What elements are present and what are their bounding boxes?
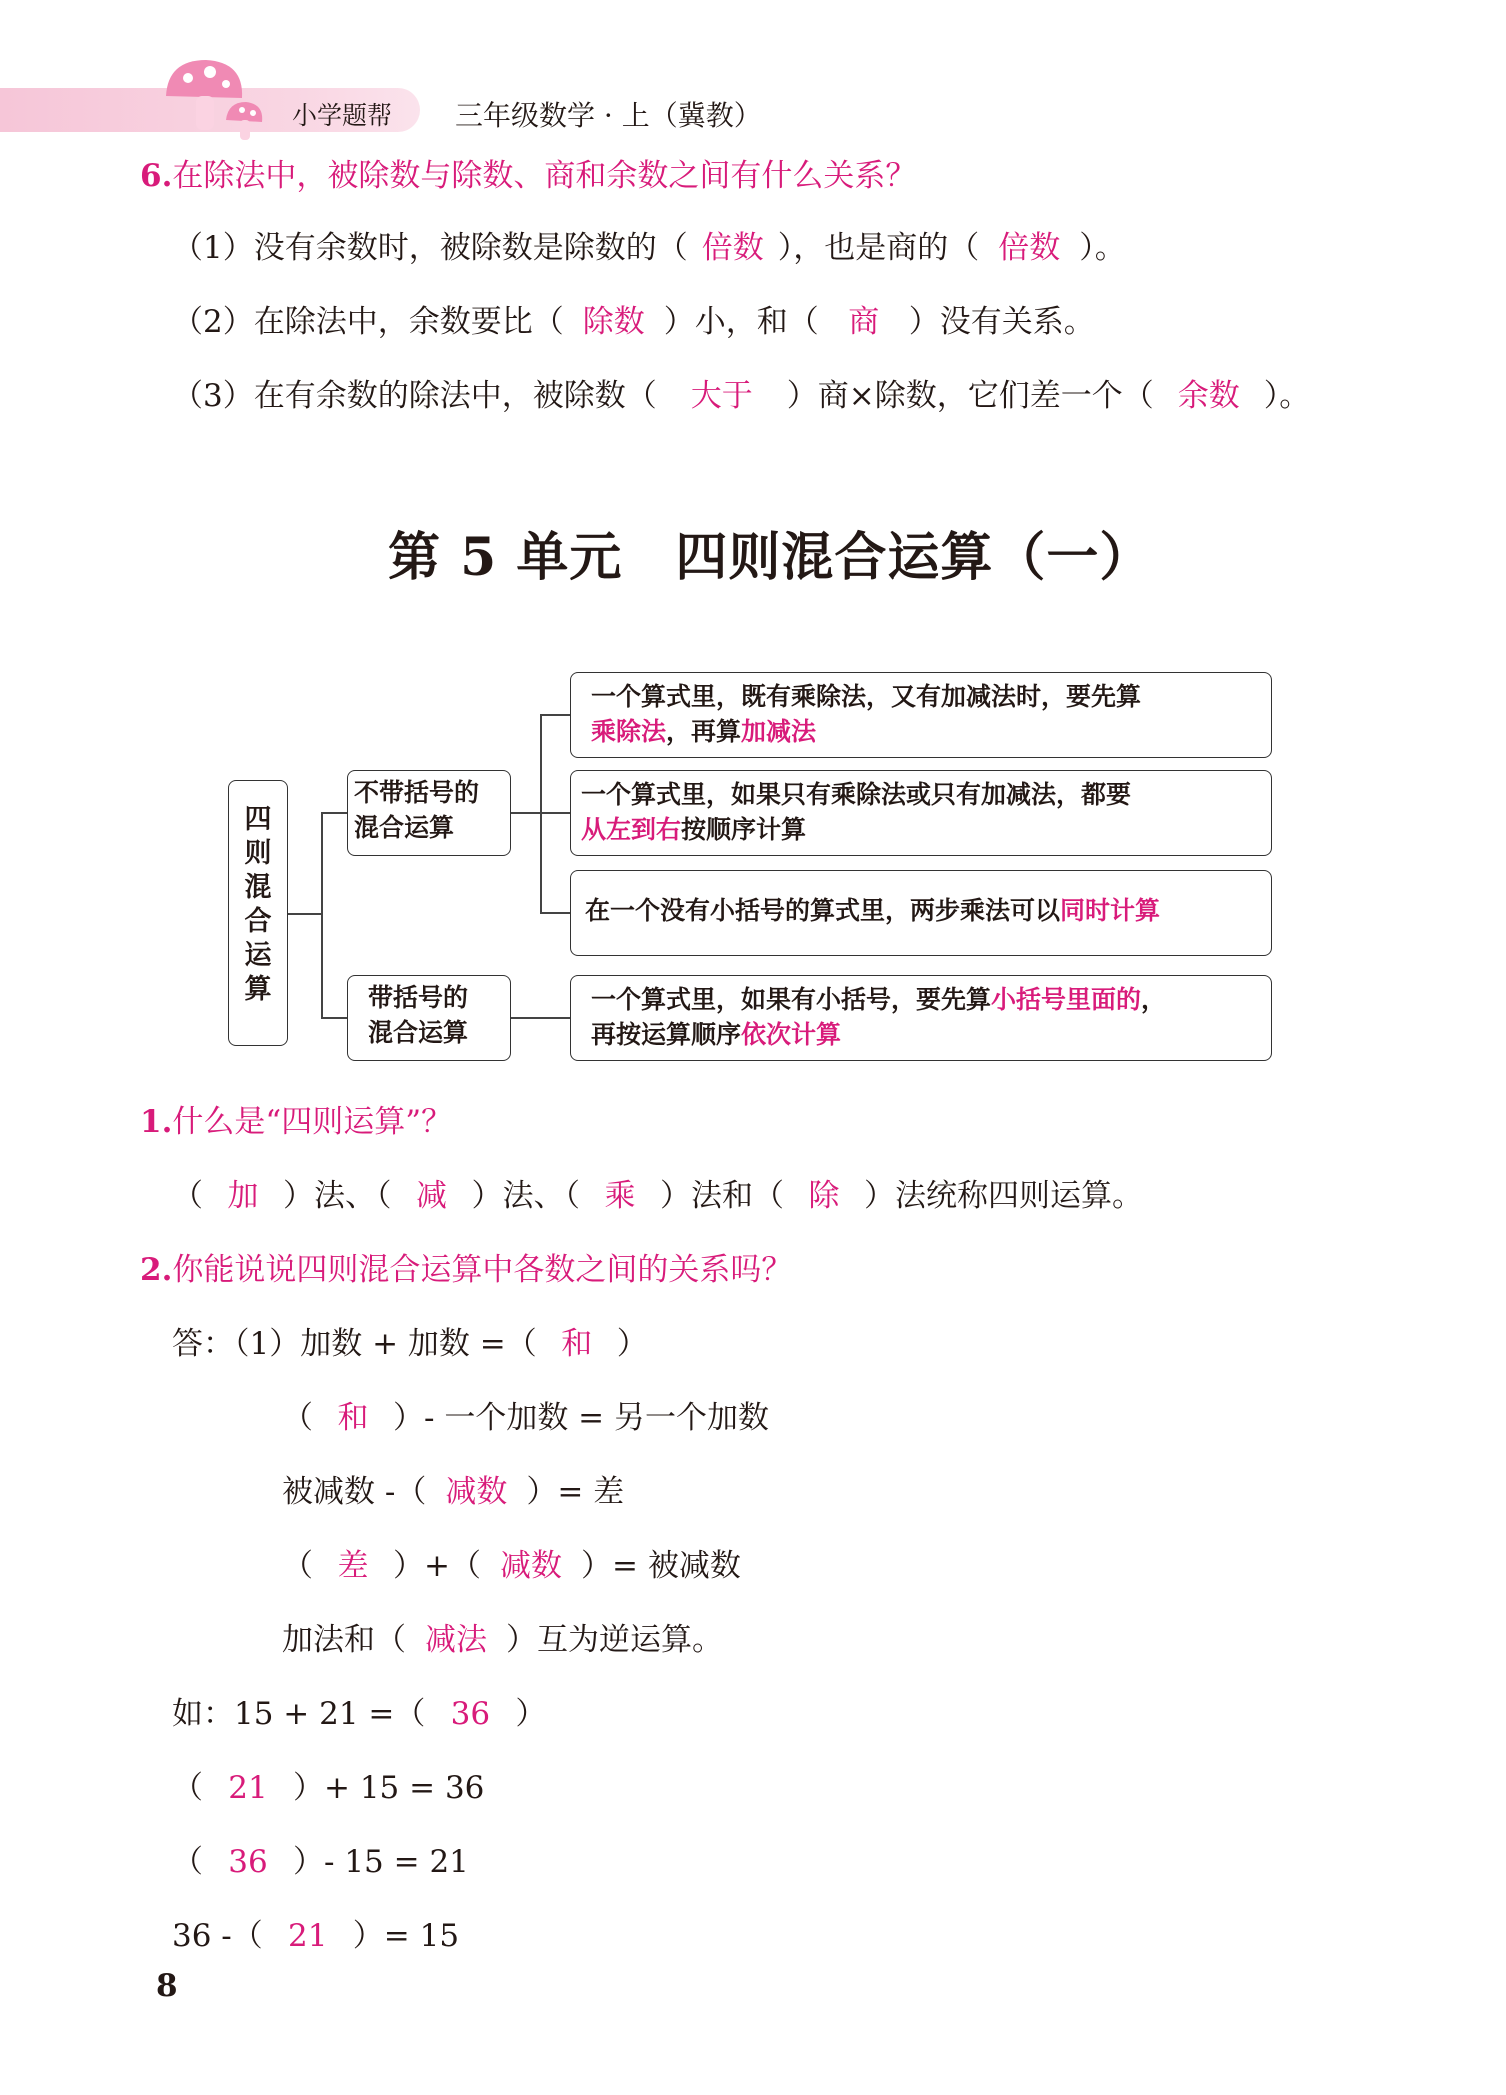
branch-2-line-1: 带括号的 — [368, 983, 469, 1012]
answer: 36 — [450, 1696, 491, 1732]
text: ）商×除数，它们差一个（ — [786, 378, 1154, 414]
unit-title: 第 5 单元 四则混合运算（一） — [388, 527, 1153, 588]
leaf-text: ， — [1141, 985, 1167, 1014]
text: ）小，和（ — [663, 304, 819, 340]
answer: 加 — [227, 1178, 259, 1214]
mindmap-leaf-1 — [570, 672, 1272, 758]
answer: 和 — [561, 1326, 593, 1362]
branch-2-line-2: 混合运算 — [368, 1018, 469, 1047]
q1-question — [140, 1102, 452, 1142]
answer: 21 — [288, 1918, 328, 1954]
q6-question — [140, 156, 916, 196]
connector — [321, 1017, 347, 1019]
answer: 减数 — [445, 1474, 508, 1510]
connector — [288, 913, 322, 915]
keyword: 乘除法 — [591, 717, 667, 746]
text: ）。 — [1079, 230, 1126, 266]
answer: 倍数 — [998, 230, 1061, 266]
q1-answer-line — [172, 1176, 1143, 1216]
connector — [540, 812, 570, 814]
text: （3）在有余数的除法中，被除数（ — [172, 378, 657, 414]
q2-row-4 — [282, 1546, 741, 1586]
text: ）互为逆运算。 — [506, 1622, 723, 1658]
q2-example-2 — [172, 1768, 484, 1808]
answer: 除数 — [582, 304, 645, 340]
connector — [540, 912, 570, 914]
leaf-text: 一个算式里，既有乘除法，又有加减法时，要先算 — [591, 682, 1142, 711]
text: ）。 — [1263, 378, 1311, 414]
keyword: 从左到右 — [581, 815, 682, 844]
leaf-text: 一个算式里，如果有小括号，要先算 — [591, 985, 992, 1014]
q2-example-1 — [172, 1694, 546, 1734]
text: （ — [172, 1770, 203, 1806]
q2-text: 你能说说四则混合运算中各数之间的关系吗？ — [172, 1252, 793, 1288]
answer: 减数 — [499, 1548, 562, 1584]
keyword: 依次计算 — [741, 1020, 842, 1049]
q2-row-3 — [282, 1472, 624, 1512]
connector — [540, 714, 542, 914]
text: ） — [515, 1696, 547, 1732]
leaf-text: 按顺序计算 — [681, 815, 807, 844]
branch-1-line-2: 混合运算 — [354, 813, 455, 842]
text: ） — [616, 1326, 648, 1362]
text: ）没有关系。 — [908, 304, 1095, 340]
mushroom-logo-icon — [158, 56, 268, 146]
answer: 减 — [416, 1178, 447, 1214]
q2-row-5 — [282, 1620, 723, 1660]
text: ）+ 15 = 36 — [293, 1770, 485, 1806]
leaf-text: 再按运算顺序 — [591, 1020, 742, 1049]
mindmap-leaf-3 — [570, 870, 1272, 956]
text: 加法和（ — [282, 1622, 406, 1658]
text: ）= 被减数 — [580, 1548, 741, 1584]
leaf-text: 在一个没有小括号的算式里，两步乘法可以 — [585, 896, 1061, 925]
answer: 大于 — [690, 378, 753, 414]
text: ）= 15 — [352, 1918, 460, 1954]
answer: 倍数 — [701, 230, 764, 266]
connector — [511, 1017, 570, 1019]
q2-row-2 — [282, 1398, 769, 1438]
mindmap-root — [228, 780, 288, 1046]
mindmap-leaf-4 — [570, 975, 1272, 1061]
answer: 减法 — [425, 1622, 487, 1658]
text: ）+（ — [393, 1548, 481, 1584]
q2-example-3 — [172, 1842, 469, 1882]
mindmap-leaf-2 — [570, 770, 1272, 856]
connector — [540, 714, 570, 716]
q2-question — [140, 1250, 792, 1290]
keyword: 加减法 — [741, 717, 817, 746]
q1-number: 1. — [140, 1104, 173, 1140]
q6-number: 6. — [140, 158, 173, 194]
text: ）法统称四则运算。 — [864, 1178, 1143, 1214]
answer: 余数 — [1177, 378, 1240, 414]
q2-number: 2. — [140, 1252, 173, 1288]
answer: 除 — [808, 1178, 840, 1214]
q6-line-2 — [172, 302, 1095, 342]
text: （1）没有余数时，被除数是除数的（ — [172, 230, 688, 266]
text: （2）在除法中，余数要比（ — [172, 304, 564, 340]
answer: 商 — [848, 304, 880, 340]
leaf-text: ，再算 — [666, 717, 742, 746]
q2-example-4 — [172, 1916, 459, 1956]
answer: 和 — [337, 1400, 369, 1436]
q2-row-1 — [172, 1324, 648, 1364]
text: ）- 一个加数 = 另一个加数 — [393, 1400, 770, 1436]
text: （ — [172, 1844, 203, 1880]
mindmap-root-label: 四则混合运算 — [244, 804, 272, 1005]
answer: 36 — [228, 1844, 268, 1880]
keyword: 同时计算 — [1060, 896, 1161, 925]
leaf-text: 一个算式里，如果只有乘除法或只有加减法，都要 — [581, 780, 1132, 809]
q6-line-3 — [172, 376, 1310, 416]
keyword: 小括号里面的 — [991, 985, 1142, 1014]
text: （ — [282, 1400, 313, 1436]
connector — [511, 812, 541, 814]
text: 被减数 -（ — [282, 1474, 427, 1510]
text: 36 -（ — [172, 1918, 263, 1954]
answer: 差 — [337, 1548, 369, 1584]
mindmap-branch-2 — [347, 975, 511, 1061]
header-badge: 小学题帮 — [292, 101, 393, 130]
answer: 乘 — [604, 1178, 636, 1214]
q6-text: 在除法中，被除数与除数、商和余数之间有什么关系？ — [172, 158, 917, 194]
q1-text: 什么是“四则运算”？ — [172, 1104, 453, 1140]
text: ），也是商的（ — [777, 230, 980, 266]
text: ）法和（ — [660, 1178, 784, 1214]
text: ）- 15 = 21 — [293, 1844, 469, 1880]
header-subtitle: 三年级数学 · 上（冀教） — [455, 99, 762, 132]
q6-line-1 — [172, 228, 1126, 268]
connector — [321, 812, 347, 814]
mindmap-branch-1 — [347, 770, 511, 856]
page-number: 8 — [156, 1968, 178, 2004]
text: 答：（1）加数 + 加数 =（ — [172, 1326, 537, 1362]
text: ）法、（ — [283, 1178, 392, 1214]
text: 如：15 + 21 =（ — [172, 1696, 426, 1732]
branch-1-line-1: 不带括号的 — [354, 778, 480, 807]
text: ）= 差 — [526, 1474, 625, 1510]
answer: 21 — [228, 1770, 268, 1806]
text: （ — [172, 1178, 203, 1214]
text: ）法、（ — [471, 1178, 580, 1214]
connector — [321, 812, 323, 1019]
text: （ — [282, 1548, 313, 1584]
